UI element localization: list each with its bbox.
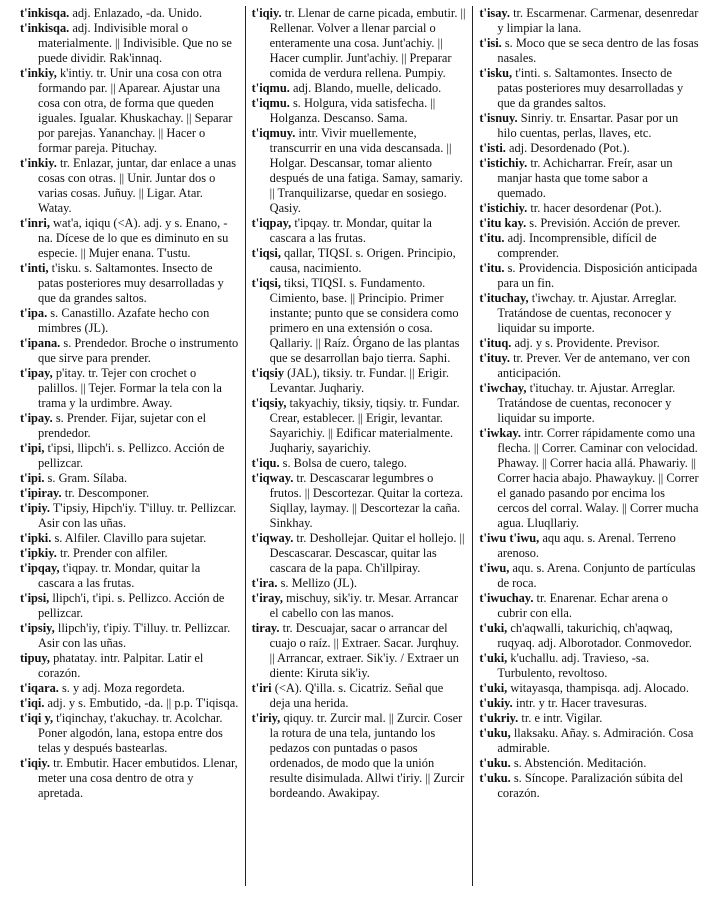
dictionary-entry (479, 6, 699, 36)
dictionary-entry (479, 771, 699, 801)
dictionary-entry (20, 306, 239, 336)
dictionary-entry (479, 531, 699, 561)
dictionary-entry (20, 711, 239, 756)
entry-headword: t'inti, (20, 261, 49, 275)
column-3 (472, 6, 699, 886)
entry-headword: t'iqway. (251, 531, 294, 545)
entry-headword: t'istichiy. (479, 201, 528, 215)
dictionary-entry (479, 696, 699, 711)
entry-definition: intr. Correr rápidamente como una flecha. || Correr. Caminar con velocidad. Phaway. || Correr hacia allá. Phawariy. || Correr hacia abajo. Phawaykuy. || Correr el ganado pasando por encima los cercos del corral. Walay. || Correr mucha agua. Lluqllariy. (497, 426, 699, 530)
dictionary-entry (479, 336, 699, 351)
dictionary-entry (20, 411, 239, 441)
dictionary-entry (479, 651, 699, 681)
entry-headword: t'ipi, (20, 441, 45, 455)
dictionary-entry (252, 216, 467, 246)
dictionary-entry (20, 261, 239, 306)
dictionary-entry (479, 66, 699, 111)
entry-definition: tr. Prender con alfiler. (56, 546, 168, 560)
column-1 (20, 6, 245, 886)
entry-headword: t'ipsi, (20, 591, 50, 605)
dictionary-entry (252, 396, 467, 456)
entry-headword: t'ituy. (479, 351, 511, 365)
entry-definition: s. Previsión. Acción de prever. (526, 216, 681, 230)
column-2 (245, 6, 473, 886)
entry-definition: tr. Deshollejar. Quitar el hollejo. || Descascarar. Descascar, quitar las cascara de la papa. Ch'illpiray. (269, 531, 465, 575)
entry-definition: k'uchallu. adj. Travieso, -sa. Turbulento, revoltoso. (497, 651, 650, 680)
entry-definition: tr. Enarenar. Echar arena o cubrir con ella. (497, 591, 668, 620)
entry-headword: t'iqsiy (251, 366, 285, 380)
dictionary-entry (479, 156, 699, 201)
entry-definition: tr. Descascarar legumbres o frutos. || Descortezar. Quitar la corteza. Siqllay, laymay. || Descortezar la caña. Sinkhay. (269, 471, 464, 530)
entry-definition: t'inti. s. Saltamontes. Insecto de patas posteriores muy desarrolladas y que da grandes saltos. (497, 66, 684, 110)
entry-definition: adj. Blando, muelle, delicado. (289, 81, 442, 95)
dictionary-entry (252, 576, 467, 591)
entry-definition: s. Prender. Fijar, sujetar con el prendedor. (38, 411, 207, 440)
entry-definition: s. y adj. Moza regordeta. (58, 681, 185, 695)
entry-definition: witayasqa, thampisqa. adj. Alocado. (507, 681, 689, 695)
dictionary-entry (20, 366, 239, 411)
entry-definition: s. Prendedor. Broche o instrumento que sirve para prender. (38, 336, 239, 365)
entry-definition: adj. Enlazado, -da. Unido. (69, 6, 203, 20)
dictionary-entry (20, 756, 239, 801)
entry-headword: t'iqi. (20, 696, 45, 710)
entry-definition: p'itay. tr. Tejer con crochet o palillos. || Tejer. Formar la tela con la trama y la urdimbre. Away. (38, 366, 222, 410)
entry-headword: t'iri (251, 681, 272, 695)
entry-definition: s. Holgura, vida satisfecha. || Holganza. Descanso. Sama. (269, 96, 436, 125)
entry-definition: tr. Achicharrar. Freír, asar un manjar hasta que tome sabor a quemado. (497, 156, 673, 200)
dictionary-entry (479, 36, 699, 66)
dictionary-entry (20, 561, 239, 591)
entry-headword: t'iqara. (20, 681, 59, 695)
entry-headword: t'inkisqa. (20, 6, 70, 20)
entry-headword: t'ipay, (20, 366, 53, 380)
dictionary-entry (479, 381, 699, 426)
entry-definition: phatatay. intr. Palpitar. Latir el corazón. (38, 651, 204, 680)
entry-headword: t'ipay. (20, 411, 53, 425)
entry-headword: t'iqi y, (20, 711, 54, 725)
dictionary-entry (252, 456, 467, 471)
dictionary-entry (20, 6, 239, 21)
entry-definition: tr. Descuajar, sacar o arrancar del cuajo o raíz. || Extraer. Sacar. Jurqhuy. || Arrancar, extraer. Sik'iy. / Extraer un diente: Kiruta sik'iy. (269, 621, 459, 680)
entry-headword: t'iqiy. (251, 6, 282, 20)
dictionary-entry (20, 471, 239, 486)
entry-definition: mischuy, sik'iy. tr. Mesar. Arrancar el cabello con las manos. (269, 591, 459, 620)
dictionary-entry (479, 216, 699, 231)
entry-headword: t'isi. (479, 36, 502, 50)
entry-headword: t'iqu. (251, 456, 280, 470)
entry-headword: t'isnuy. (479, 111, 518, 125)
entry-definition: tr. Embutir. Hacer embutidos. Llenar, meter una cosa dentro de otra y apretada. (38, 756, 238, 800)
entry-definition: s. Providencia. Disposición anticipada para un fin. (497, 261, 698, 290)
entry-headword: t'iwuchay. (479, 591, 534, 605)
entry-definition: ch'aqwalli, takurichiq, ch'aqwaq, ruqyaq. adj. Alborotador. Conmovedor. (497, 621, 692, 650)
entry-headword: t'iqsi, (251, 276, 281, 290)
dictionary-entry (252, 126, 467, 216)
entry-definition: tiksi, TIQSI. s. Fundamento. Cimiento, base. || Principio. Primer instante; punto que se considera como primero en una extensión o cosa. Qallariy. || Raíz. Órgano de las plantas que se desarrollan bajo tierra. Saphi. (269, 276, 460, 365)
entry-headword: t'uku. (479, 756, 511, 770)
dictionary-entry (479, 201, 699, 216)
entry-headword: t'iqpay, (251, 216, 292, 230)
dictionary-entry (252, 621, 467, 681)
entry-definition: s. Alfiler. Clavillo para sujetar. (51, 531, 207, 545)
dictionary-entry (479, 351, 699, 381)
entry-headword: t'iriy, (251, 711, 281, 725)
dictionary-entry (20, 216, 239, 261)
entry-headword: t'isay. (479, 6, 511, 20)
dictionary-entry (20, 591, 239, 621)
entry-definition: adj. y s. Embutido, -da. || p.p. T'iqisqa. (44, 696, 239, 710)
dictionary-entry (252, 276, 467, 366)
entry-headword: t'ira. (251, 576, 278, 590)
entry-headword: t'inkiy. (20, 156, 57, 170)
dictionary-entry (20, 66, 239, 156)
entry-headword: t'ukiy. (479, 696, 513, 710)
dictionary-entry (252, 366, 467, 396)
entry-headword: t'iwchay, (479, 381, 527, 395)
entry-definition: t'ipsi, llipch'i. s. Pellizco. Acción de pellizcar. (38, 441, 225, 470)
entry-headword: t'uki, (479, 681, 508, 695)
entry-definition: qiquy. tr. Zurcir mal. || Zurcir. Coser la rotura de una tela, juntando los pedazos con puntadas o pasos ordenados, de modo que la unión resulte disimulada. Allwi t'iriy. || Zurcir bordeando. Awakipay. (269, 711, 465, 800)
entry-definition: s. Canastillo. Azafate hecho con mimbres (JL). (38, 306, 210, 335)
dictionary-entry (479, 426, 699, 531)
entry-headword: t'iwu t'iwu, (479, 531, 540, 545)
dictionary-entry (252, 81, 467, 96)
entry-headword: tiray. (251, 621, 280, 635)
dictionary-entry (252, 96, 467, 126)
entry-definition: Sinriy. tr. Ensartar. Pasar por un hilo cuentas, perlas, llaves, etc. (497, 111, 679, 140)
dictionary-entry (479, 621, 699, 651)
dictionary-entry (479, 681, 699, 696)
dictionary-entry (252, 711, 467, 801)
entry-definition: adj. Incomprensible, difícil de comprender. (497, 231, 657, 260)
dictionary-entry (252, 246, 467, 276)
entry-definition: intr. y tr. Hacer travesuras. (512, 696, 647, 710)
dictionary-entry (20, 21, 239, 66)
dictionary-entry (479, 111, 699, 141)
entry-definition: t'isku. s. Saltamontes. Insecto de patas posteriores muy desarrolladas y que da grandes saltos. (38, 261, 224, 305)
dictionary-entry (20, 546, 239, 561)
dictionary-entry (20, 696, 239, 711)
entry-definition: llipch'i, t'ipi. s. Pellizco. Acción de pellizcar. (38, 591, 225, 620)
entry-headword: t'iray, (251, 591, 283, 605)
entry-headword: t'uku. (479, 771, 511, 785)
entry-headword: t'iqiy. (20, 756, 50, 770)
entry-headword: t'istichiy. (479, 156, 528, 170)
entry-definition: s. Mellizo (JL). (277, 576, 357, 590)
columns-container (20, 6, 699, 886)
entry-definition: s. Bolsa de cuero, talego. (279, 456, 407, 470)
entry-headword: t'inri, (20, 216, 50, 230)
entry-definition: llipch'iy, t'ipiy. T'illuy. tr. Pellizcar. Asir con las uñas. (38, 621, 231, 650)
entry-definition: s. Abstención. Meditación. (510, 756, 647, 770)
entry-headword: t'iqmuy. (251, 126, 296, 140)
entry-definition: tr. Descomponer. (61, 486, 150, 500)
entry-definition: T'ipsiy, Hipch'iy. T'illuy. tr. Pellizcar. Asir con las uñas. (38, 501, 237, 530)
dictionary-entry (479, 756, 699, 771)
entry-definition: (JAL), tiksiy. tr. Fundar. || Erigir. Levantar. Juqhariy. (269, 366, 449, 395)
entry-definition: s. Síncope. Paralización súbita del corazón. (497, 771, 684, 800)
entry-definition: k'intiy. tr. Unir una cosa con otra formando par. || Aparear. Ajustar una cosa con otra, de forma que queden iguales. Igualar. Khuskachay. || Separar por parejas. Yananchay. || Hacer o formar pareja. Pituchay. (38, 66, 233, 155)
entry-headword: t'ipsiy, (20, 621, 55, 635)
entry-definition: t'iwchay. tr. Ajustar. Arreglar. Tratándose de cuentas, reconocer y liquidar su importe. (497, 291, 677, 335)
dictionary-entry (252, 531, 467, 576)
entry-headword: t'itu. (479, 231, 505, 245)
dictionary-entry (20, 651, 239, 681)
entry-headword: t'iwkay. (479, 426, 522, 440)
entry-definition: qallar, TIQSI. s. Origen. Principio, causa, nacimiento. (269, 246, 456, 275)
entry-headword: t'uku, (479, 726, 511, 740)
entry-definition: intr. Vivir muellemente, transcurrir en una vida descansada. || Holgar. Descansar, tomar aliento después de una fatiga. Samay, samariy. || Tranquilizarse, quedar en sosiego. Qasiy. (269, 126, 463, 215)
entry-headword: t'ipiy. (20, 501, 50, 515)
entry-definition: (<A). Q'illa. s. Cicatriz. Señal que deja una herida. (269, 681, 444, 710)
entry-headword: t'uki, (479, 651, 508, 665)
dictionary-entry (252, 591, 467, 621)
entry-headword: t'ipana. (20, 336, 61, 350)
entry-definition: adj. y s. Providente. Previsor. (511, 336, 660, 350)
dictionary-entry (20, 441, 239, 471)
entry-headword: t'iqway. (251, 471, 294, 485)
dictionary-entry (20, 501, 239, 531)
dictionary-entry (20, 531, 239, 546)
entry-headword: t'ipi. (20, 471, 45, 485)
dictionary-entry (20, 156, 239, 216)
entry-definition: tr. Prever. Ver de antemano, ver con anticipación. (497, 351, 691, 380)
entry-definition: t'iqpay. tr. Mondar, quitar la cascara a las frutas. (38, 561, 201, 590)
entry-headword: t'itu kay. (479, 216, 527, 230)
entry-definition: aqu aqu. s. Arenal. Terreno arenoso. (497, 531, 676, 560)
entry-headword: t'iqsi, (251, 246, 281, 260)
entry-definition: wat'a, iqiqu (<A). adj. y s. Enano, -na. Dícese de lo que es diminuto en su especie. || Mujer enana. T'ustu. (38, 216, 229, 260)
entry-definition: adj. Indivisible moral o materialmente. || Indivisible. Que no se puede dividir. Rak'innaq. (38, 21, 232, 65)
entry-headword: t'iqmu. (251, 96, 290, 110)
dictionary-entry (479, 141, 699, 156)
entry-headword: t'inkisqa. (20, 21, 70, 35)
dictionary-entry (479, 261, 699, 291)
entry-definition: tr. e intr. Vigilar. (518, 711, 603, 725)
entry-definition: t'iqinchay, t'akuchay. tr. Acolchar. Poner algodón, lana, estopa entre dos telas y después bastearlas. (38, 711, 223, 755)
dictionary-entry (479, 291, 699, 336)
entry-headword: t'iqmu. (251, 81, 290, 95)
dictionary-entry (20, 681, 239, 696)
entry-headword: t'uki, (479, 621, 508, 635)
entry-headword: t'ituchay, (479, 291, 529, 305)
entry-headword: t'ituq. (479, 336, 512, 350)
dictionary-entry (252, 6, 467, 81)
dictionary-entry (479, 711, 699, 726)
entry-headword: t'ipkiy. (20, 546, 57, 560)
entry-headword: tipuy, (20, 651, 50, 665)
dictionary-entry (252, 471, 467, 531)
entry-headword: t'ipa. (20, 306, 48, 320)
entry-headword: t'ukriy. (479, 711, 519, 725)
dictionary-entry (479, 726, 699, 756)
entry-definition: takyachiy, tiksiy, tiqsiy. tr. Fundar. Crear, establecer. || Erigir, levantar. Sayarichiy. || Edificar materialmente. Juqhariy, sayarichiy. (269, 396, 460, 455)
entry-definition: adj. Desordenado (Pot.). (505, 141, 630, 155)
dictionary-entry (20, 621, 239, 651)
entry-definition: t'ipqay. tr. Mondar, quitar la cascara a las frutas. (269, 216, 432, 245)
entry-headword: t'iwu, (479, 561, 510, 575)
entry-definition: t'ituchay. tr. Ajustar. Arreglar. Tratándose de cuentas, reconocer y liquidar su importe. (497, 381, 676, 425)
entry-headword: t'isku, (479, 66, 513, 80)
dictionary-entry (20, 486, 239, 501)
entry-definition: aqu. s. Arena. Conjunto de partículas de roca. (497, 561, 696, 590)
dictionary-entry (479, 591, 699, 621)
dictionary-entry (20, 336, 239, 366)
entry-headword: t'itu. (479, 261, 505, 275)
dictionary-entry (479, 231, 699, 261)
entry-headword: t'ipiray. (20, 486, 62, 500)
entry-definition: llaksaku. Añay. s. Admiración. Cosa admirable. (497, 726, 694, 755)
entry-headword: t'inkiy, (20, 66, 57, 80)
entry-definition: tr. hacer desordenar (Pot.). (527, 201, 662, 215)
dictionary-entry (479, 561, 699, 591)
entry-headword: t'ipki. (20, 531, 52, 545)
dictionary-entry (252, 681, 467, 711)
entry-definition: s. Moco que se seca dentro de las fosas nasales. (497, 36, 699, 65)
entry-definition: tr. Llenar de carne picada, embutir. || Rellenar. Volver a llenar parcial o enteramente una cosa. Junt'achiy. || Hacer cumplir. Junt'achiy. || Preparar comida de verdura rellena. Pumpiy. (269, 6, 466, 80)
entry-definition: s. Gram. Sílaba. (44, 471, 128, 485)
entry-headword: t'isti. (479, 141, 506, 155)
entry-headword: t'iqsiy, (251, 396, 287, 410)
entry-definition: tr. Enlazar, juntar, dar enlace a unas cosas con otras. || Unir. Juntar dos o varias cosas. Juñuy. || Ligar. Atar. Watay. (38, 156, 237, 215)
entry-headword: t'ipqay, (20, 561, 60, 575)
entry-definition: tr. Escarmenar. Carmenar, desenredar y limpiar la lana. (497, 6, 699, 35)
